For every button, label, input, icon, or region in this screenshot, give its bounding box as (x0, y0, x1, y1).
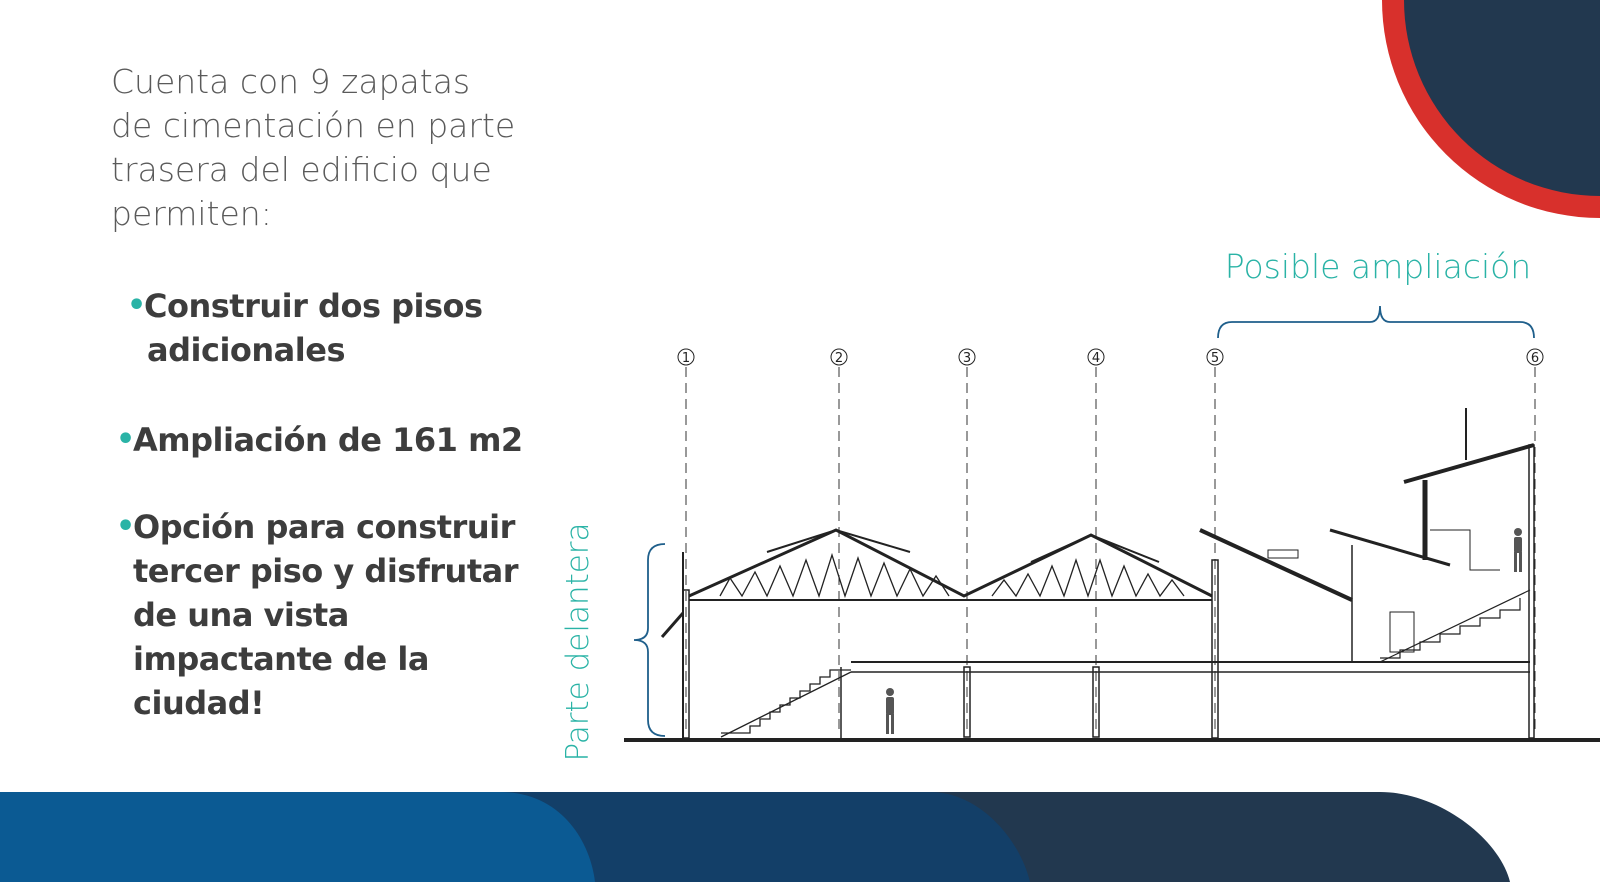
expansion-label: Posible ampliación (1224, 247, 1532, 286)
axis-marker (1527, 349, 1543, 366)
front-label: Parte delantera (560, 522, 596, 762)
grid-axis-lines (686, 367, 1535, 735)
bullet-dot-icon: • (127, 288, 146, 323)
axis-markers (678, 349, 1543, 366)
axis-marker (1207, 349, 1223, 366)
axis-label: 6 (1530, 351, 1540, 366)
bullet-line: tercer piso y disfrutar (133, 552, 518, 590)
person-figure-icon (886, 688, 894, 734)
bullet-line: de una vista (133, 596, 349, 634)
axis-marker (959, 349, 975, 366)
axis-label: 5 (1210, 351, 1220, 366)
bullet-line: ciudad! (133, 684, 265, 722)
bullet-line: Opción para construir (133, 508, 515, 546)
intro-line: de cimentación en parte (111, 106, 516, 145)
bullet-line: Construir dos pisos (144, 287, 483, 325)
axis-marker (831, 349, 847, 366)
axis-label: 4 (1091, 351, 1101, 366)
intro-line: permiten: (111, 194, 272, 233)
axis-label: 1 (681, 351, 691, 366)
intro-line: trasera del edificio que (111, 150, 492, 189)
bullet-dot-icon: • (116, 509, 135, 544)
intro-line: Cuenta con 9 zapatas (111, 62, 471, 101)
bullet-dot-icon: • (116, 422, 135, 457)
axis-label: 2 (834, 351, 844, 366)
person-figure-icon (1514, 528, 1522, 572)
front-bracket (634, 544, 665, 736)
bullet-line: adicionales (147, 331, 345, 369)
bullet-line: Ampliación de 161 m2 (133, 421, 523, 459)
axis-label: 3 (962, 351, 972, 366)
expansion-bracket (1218, 306, 1534, 338)
axis-marker (678, 349, 694, 366)
axis-marker (1088, 349, 1104, 366)
bullet-line: impactante de la (133, 640, 429, 678)
